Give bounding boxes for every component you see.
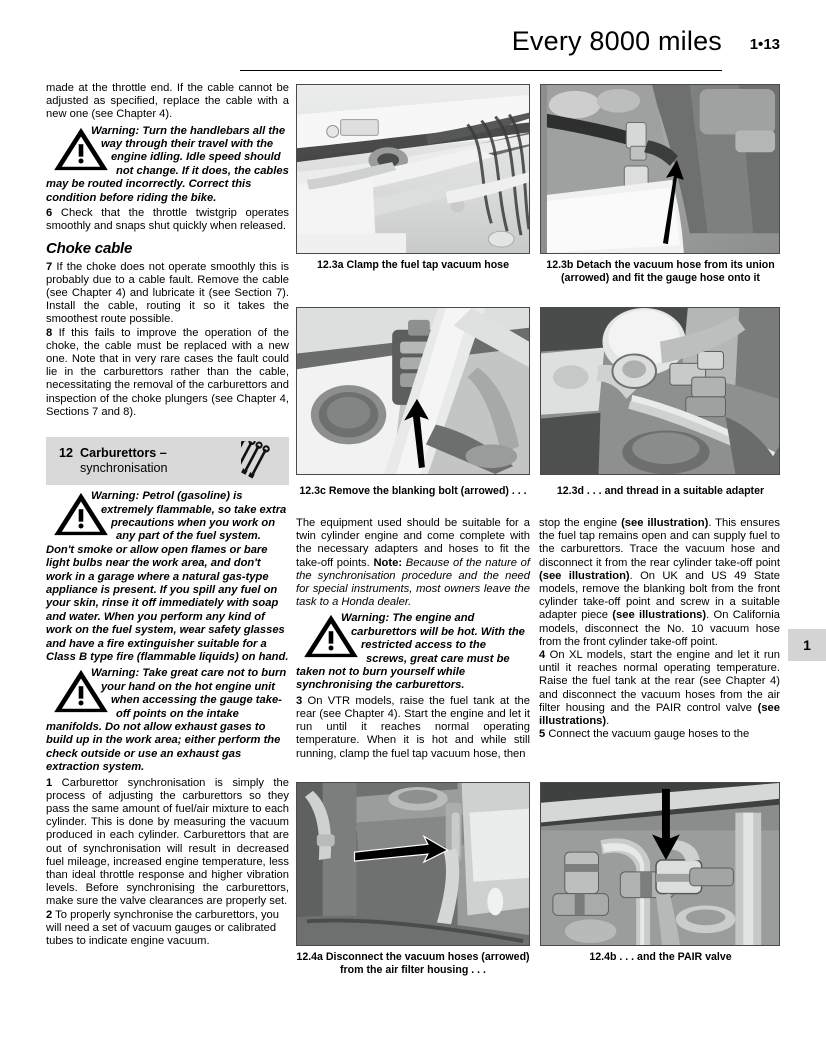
section-title-line1: Carburettors – bbox=[80, 446, 167, 460]
section-header-box bbox=[46, 437, 289, 485]
figure-12-3b-photo bbox=[540, 84, 780, 254]
paragraph-number: 8 bbox=[46, 326, 53, 339]
paragraph-text: . On California models, disconnect the No. 10 vacuum hose from the front cylinder take-off point. bbox=[539, 609, 780, 648]
paragraph-text: On XL models, start the engine and let it run until it reaches normal operating temperature. Raise the fuel tank at the rear (see Chapter 4) and disconnect the vacuum hoses from the air filter housing and the PAIR control valve bbox=[539, 649, 781, 714]
paragraph-text: To properly synchronise the carburettors, you will need a set of vacuum gauges or calibrated tubes to indicate engine vacuum. bbox=[46, 908, 279, 948]
figure-12-3d-photo bbox=[540, 307, 780, 475]
paragraph-text: . On UK and US 49 State models, remove the blanking bolt from the front cylinder take-off point and screw in a suitable adapter piece bbox=[539, 569, 780, 622]
page-title: Every 8000 miles bbox=[511, 26, 722, 56]
paragraph-5 bbox=[539, 728, 780, 741]
subheading-choke-cable: Choke cable bbox=[46, 240, 133, 258]
paragraph-2 bbox=[46, 909, 289, 949]
paragraph-number: 5 bbox=[539, 728, 546, 741]
header-rule bbox=[240, 70, 722, 71]
paragraph-text: Carburettor synchronisation is simply the process of adjusting the carburettors so they pass the same amount of fuel/air mixture to each cylinder. This is done by measuring the vacuum produced in each cylinder. Carburettors that are out of synchronisation will result in decreased fuel mileage, increased engine temperature, less than ideal throttle response and higher vibration levels. Before synchronising the carburettors, make sure the valve clearances are properly set. bbox=[46, 776, 289, 908]
warning-text: Warning: The engine and carburettors will be hot. With the restricted access to the screws, great care must be taken not to burn yourself while synchronising the carburettors. bbox=[296, 612, 525, 692]
figure-12-3a-photo bbox=[296, 84, 530, 254]
figure-caption-12-4a: 12.4a Disconnect the vacuum hoses (arrowed) from the air filter housing . . . bbox=[296, 951, 530, 976]
paragraph-7 bbox=[46, 261, 289, 327]
paragraph-4 bbox=[539, 649, 780, 728]
figure-caption-12-3c: 12.3c Remove the blanking bolt (arrowed) . . . bbox=[299, 485, 527, 497]
chapter-tab bbox=[788, 629, 826, 661]
see-illustration-ref: (see illustrations) bbox=[539, 701, 780, 728]
warning-text: Warning: Turn the handlebars all the way through their travel with the engine idling. Idle speed should not change. If it does, the cables may be routed incorrectly. Correct this condition before riding the bike. bbox=[46, 124, 289, 204]
paragraph-text: . bbox=[606, 715, 610, 728]
paragraph-text: If the choke does not operate smoothly this is probably due to a cable fault. Remove the cable (see Chapter 4) and lubricate it (see Section 7). Install the cable, routing it so it takes the smoothest route possible. bbox=[46, 260, 290, 326]
spanner-icon bbox=[241, 441, 283, 483]
paragraph-text: stop the engine bbox=[539, 517, 622, 529]
figure-12-4b-photo bbox=[540, 782, 780, 946]
see-illustration-ref: (see illustration) bbox=[539, 569, 630, 582]
paragraph-number: 6 bbox=[46, 207, 53, 220]
paragraph-number: 1 bbox=[46, 776, 53, 789]
paragraph-1 bbox=[46, 777, 289, 909]
paragraph-equipment bbox=[296, 517, 530, 609]
figure-caption-12-3b: 12.3b Detach the vacuum hose from its union (arrowed) and fit the gauge hose onto it bbox=[546, 259, 775, 284]
warning-block-hot-engine bbox=[46, 667, 289, 774]
figure-12-3c-photo bbox=[296, 307, 530, 475]
paragraph-text: . This ensures the fuel tap remains open and can supply fuel to the carburettors. Trace the vacuum hose and disconnect it from the rear cylinder take-off point bbox=[539, 517, 781, 569]
middle-column bbox=[296, 517, 530, 761]
paragraph-number: 2 bbox=[46, 908, 53, 921]
left-column bbox=[46, 82, 289, 948]
warning-block-hot-carbs bbox=[296, 612, 530, 692]
section-title-line2: synchronisation bbox=[80, 461, 168, 475]
paragraph-text: The equipment used should be suitable for a twin cylinder engine and come complete with the necessary adapters and hoses to fit the take-off points. bbox=[296, 517, 530, 569]
warning-block-handlebars bbox=[46, 125, 289, 205]
paragraph-3 bbox=[296, 695, 530, 761]
figure-12-4a-photo bbox=[296, 782, 530, 946]
warning-text: Warning: Petrol (gasoline) is extremely flammable, so take extra precautions when you work on any part of the fuel system. Don't smoke or allow open flames or bare light bulbs near the work area, and don't work in a garage where a natural gas-type appliance is present. If you spill any fuel on your skin, rinse it off immediately with soap and water. When you perform any kind of work on the fuel system, wear safety glasses and have a fire extinguisher suitable for a Class B type fire (flammable liquids) on hand. bbox=[46, 490, 289, 663]
page-header bbox=[46, 26, 780, 78]
paragraph-text: If this fails to improve the operation of the choke, the cable must be replaced with a new one. Note that in very rare cases the fault could lie in the carburettors rather than the cable, necessitating the removal of the carburettors and inspection of the choke plungers (see Chapter 4, Sections 7 and 8). bbox=[46, 326, 290, 418]
warning-block-petrol bbox=[46, 490, 289, 664]
page-number: 1•13 bbox=[749, 36, 780, 53]
section-number: 12 bbox=[59, 446, 74, 460]
paragraph-number: 7 bbox=[46, 260, 53, 273]
note-label: Note: bbox=[373, 556, 403, 569]
paragraph-8 bbox=[46, 327, 289, 419]
paragraph-text: Check that the throttle twistgrip operates smoothly and snaps shut quickly when released. bbox=[46, 207, 290, 233]
paragraph-text: Connect the vacuum gauge hoses to the bbox=[548, 728, 750, 741]
right-column bbox=[539, 517, 780, 741]
chapter-tab-number: 1 bbox=[803, 637, 811, 653]
paragraph-number: 4 bbox=[539, 649, 546, 662]
note-text: Because of the nature of the synchronisation procedure and the need for special instruments, most owners leave the task to a Honda dealer. bbox=[296, 556, 530, 609]
see-illustration-ref: (see illustration) bbox=[621, 517, 709, 529]
see-illustration-ref: (see illustrations) bbox=[612, 609, 707, 622]
paragraph-6 bbox=[46, 207, 289, 233]
warning-text: Warning: Take great care not to burn your hand on the hot engine unit when accessing the gauge take-off points on the intake manifolds. Do not allow exhaust gases to build up in the work area; either perform the check outside or use an exhaust gas extraction system. bbox=[46, 667, 287, 774]
figure-caption-12-3d: 12.3d . . . and thread in a suitable adapter bbox=[556, 485, 765, 497]
paragraph-number: 3 bbox=[296, 694, 303, 707]
figure-caption-12-3a: 12.3a Clamp the fuel tap vacuum hose bbox=[317, 259, 509, 271]
figure-caption-12-4b: 12.4b . . . and the PAIR valve bbox=[589, 951, 732, 963]
paragraph-continued-right bbox=[539, 517, 780, 649]
paragraph-continued: made at the throttle end. If the cable cannot be adjusted as specified, replace the cable with a new one (see Chapter 4). bbox=[46, 82, 289, 121]
paragraph-text: On VTR models, raise the fuel tank at the rear (see Chapter 4). Start the engine and let it run until it reaches normal operating temperature. When it is hot and while still running, clamp the fuel tap vacuum hose, then bbox=[296, 694, 530, 760]
